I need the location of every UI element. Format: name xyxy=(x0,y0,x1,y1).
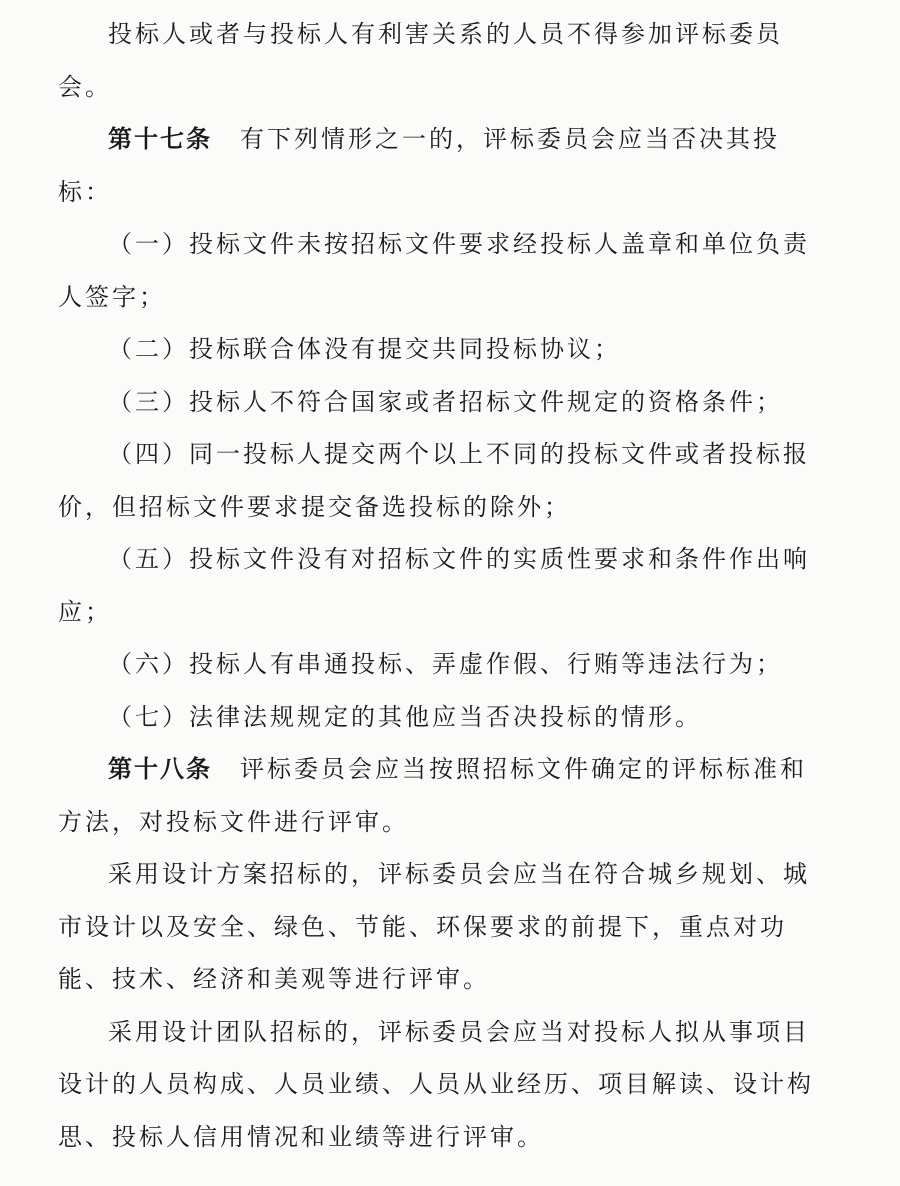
item-4-line-2: 价，但招标文件要求提交备选投标的除外； xyxy=(58,492,571,521)
team-paragraph-line-3: 思、投标人信用情况和业绩等进行评审。 xyxy=(58,1122,544,1151)
item-7: （七）法律法规规定的其他应当否决投标的情形。 xyxy=(108,702,702,731)
article-18-text-1: 评标委员会应当按照招标文件确定的评标标准和 xyxy=(240,755,807,783)
article-18-heading: 第十八条 xyxy=(108,755,212,783)
item-1-line-2: 人签字； xyxy=(58,282,166,311)
item-2: （二）投标联合体没有提交共同投标协议； xyxy=(108,335,621,363)
article-17-text-1: 有下列情形之一的，评标委员会应当否决其投 xyxy=(240,125,780,153)
article-16-tail-line-2: 会。 xyxy=(58,72,112,101)
article-18-line-2: 方法，对投标文件进行评审。 xyxy=(58,807,409,836)
article-16-tail-line-1: 投标人或者与投标人有利害关系的人员不得参加评标委员 xyxy=(108,20,783,48)
item-6: （六）投标人有串通投标、弄虚作假、行贿等违法行为； xyxy=(108,650,783,678)
item-5-line-2: 应； xyxy=(58,597,112,626)
scheme-paragraph-line-3: 能、技术、经济和美观等进行评审。 xyxy=(58,965,490,993)
article-18-line-1 xyxy=(58,743,822,796)
item-4-line-1: （四）同一投标人提交两个以上不同的投标文件或者投标报 xyxy=(108,440,810,468)
item-3: （三）投标人不符合国家或者招标文件规定的资格条件； xyxy=(108,387,783,416)
item-1-line-1: （一）投标文件未按招标文件要求经投标人盖章和单位负责 xyxy=(108,230,810,258)
item-5-line-1: （五）投标文件没有对招标文件的实质性要求和条件作出响 xyxy=(108,545,810,573)
article-17-line-2: 标： xyxy=(58,177,112,206)
article-17-line-1 xyxy=(58,113,822,166)
team-paragraph-line-2: 设计的人员构成、人员业绩、人员从业经历、项目解读、设计构 xyxy=(58,1070,814,1098)
team-paragraph-line-1: 采用设计团队招标的，评标委员会应当对投标人拟从事项目 xyxy=(108,1017,810,1046)
scheme-paragraph-line-1: 采用设计方案招标的，评标委员会应当在符合城乡规划、城 xyxy=(108,860,810,888)
scheme-paragraph-line-2: 市设计以及安全、绿色、节能、环保要求的前提下，重点对功 xyxy=(58,912,787,941)
article-17-heading: 第十七条 xyxy=(108,125,212,153)
